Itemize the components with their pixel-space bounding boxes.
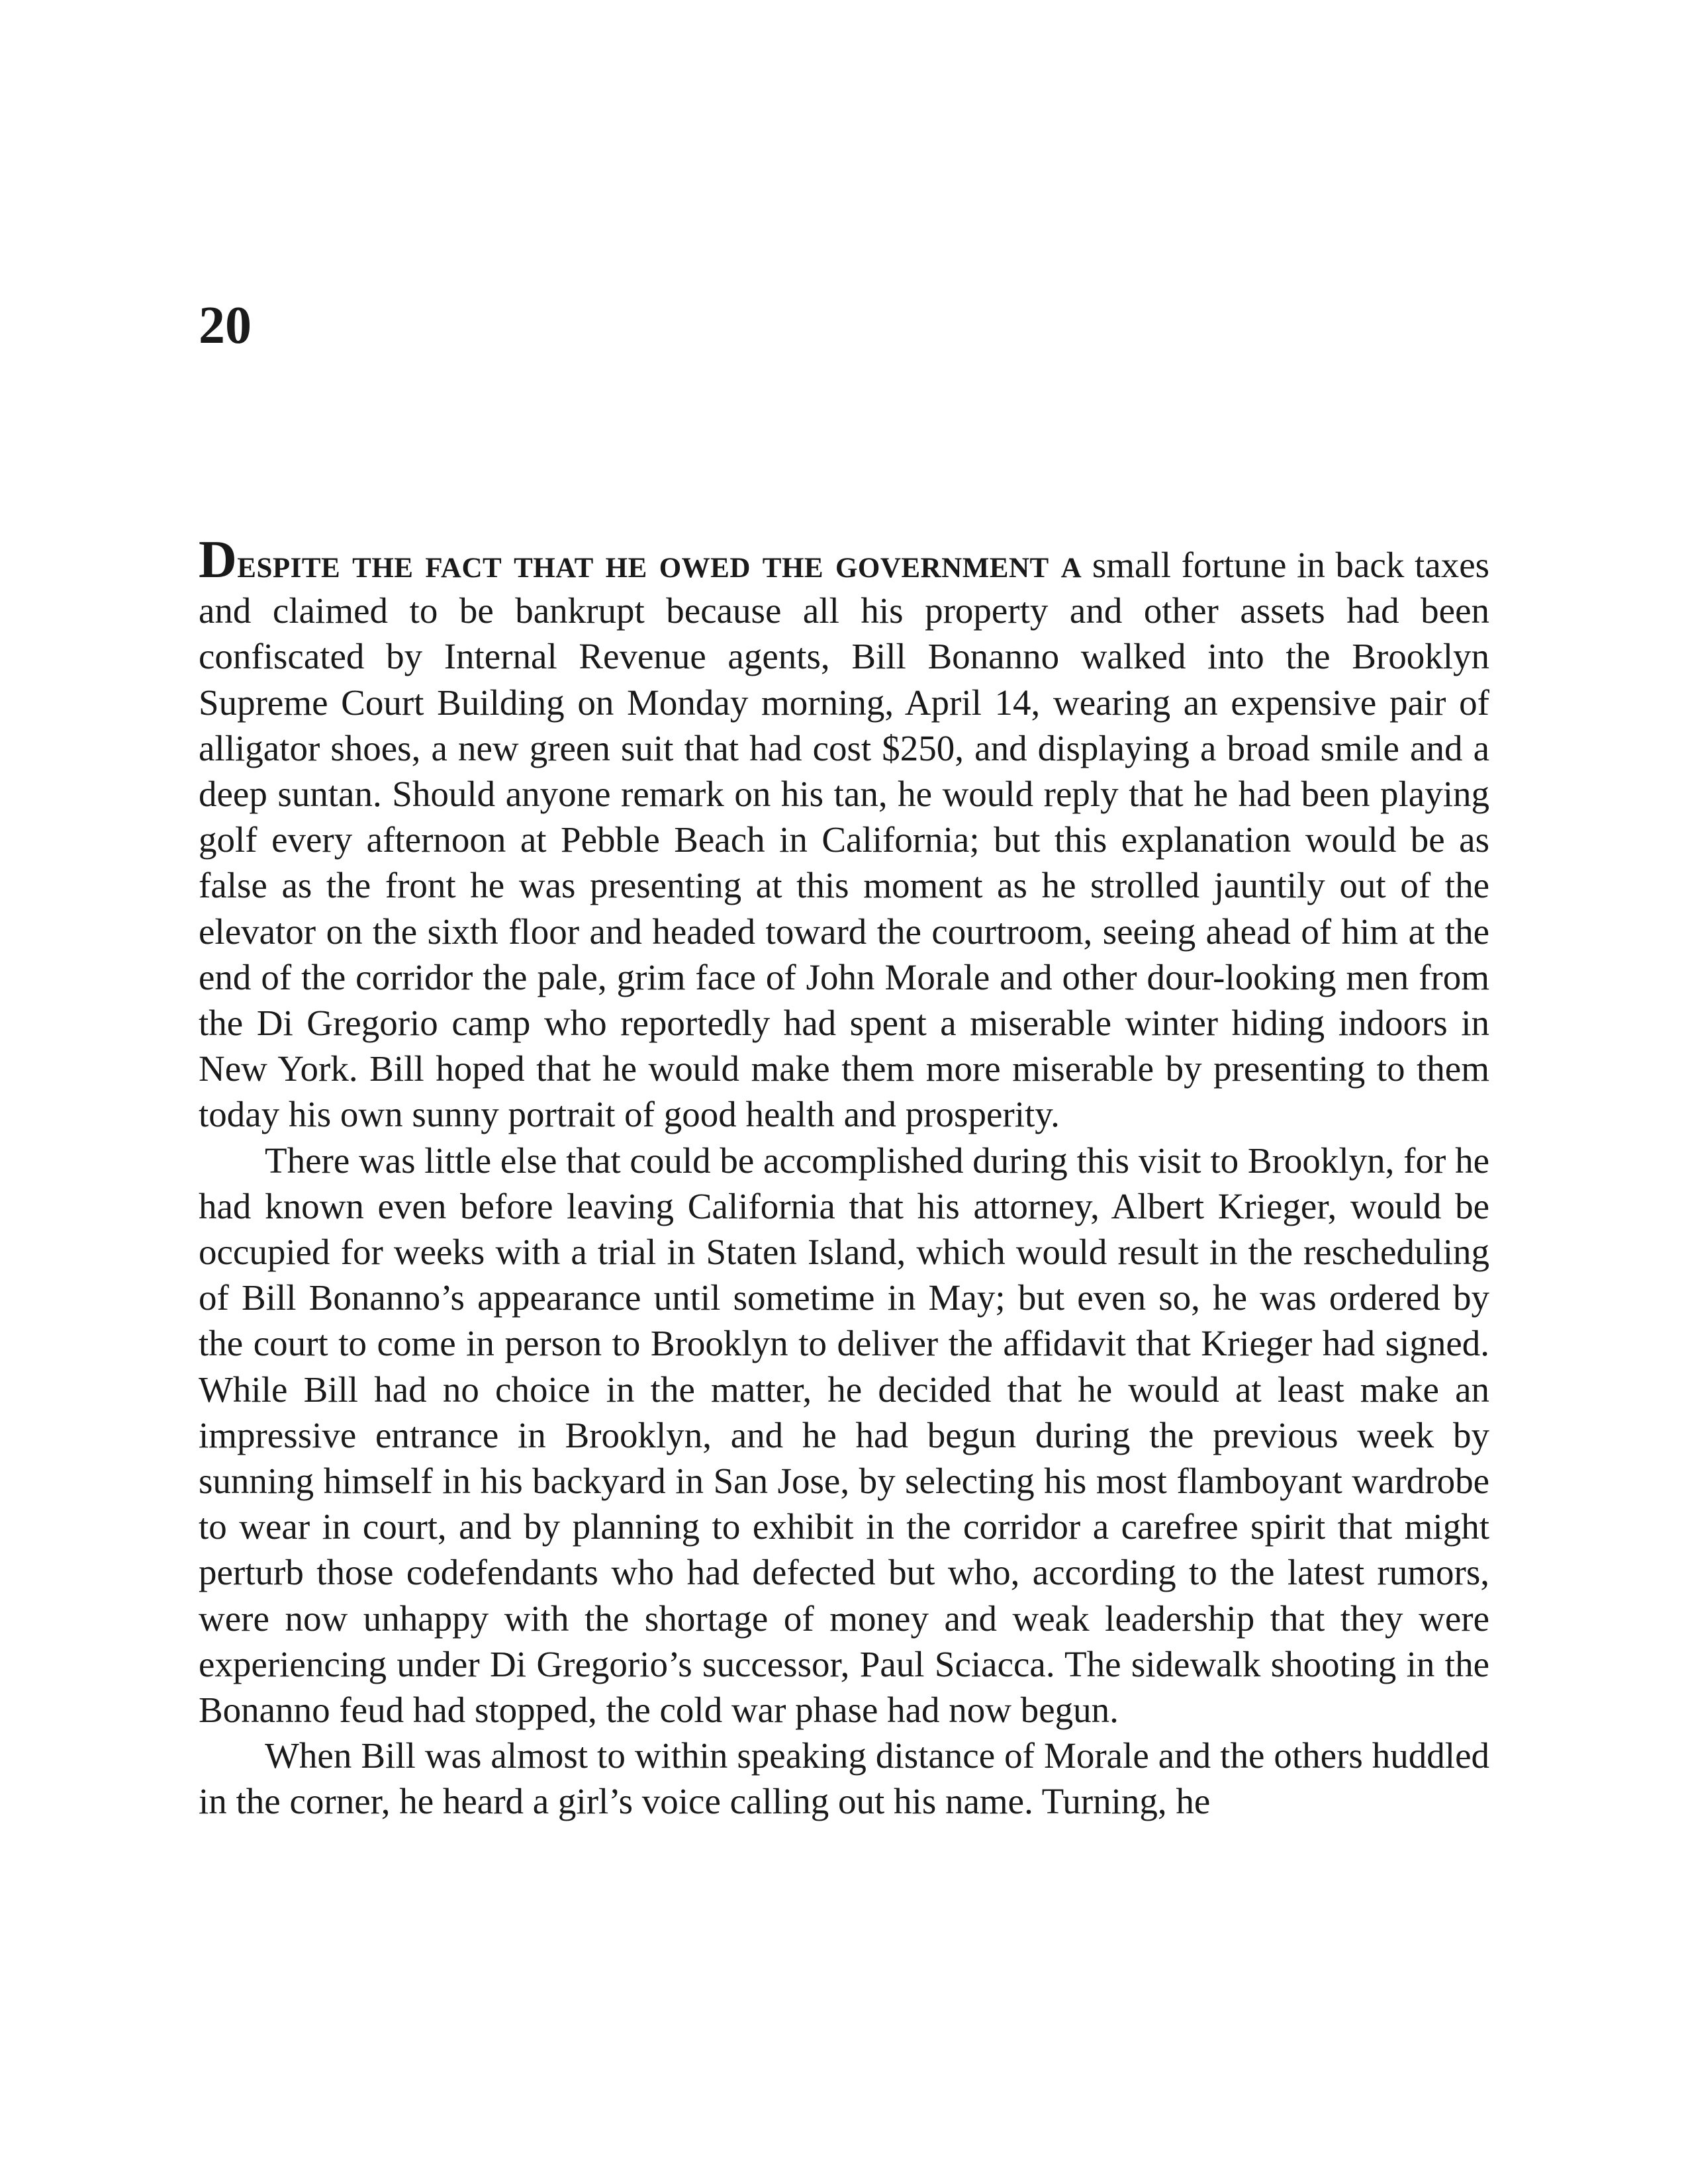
paragraph-1-text: small fortune in back taxes and claimed to be bankrupt because all his property and other assets had been confiscated by Internal Revenue agents, Bill Bonanno walked into the Brooklyn Supreme Court Building on Monday morning, April 14, wearing an expensive pair of alligator shoes, a new green suit that had cost $250, and displaying a broad smile and a deep suntan. Should anyone remark on his tan, he would reply that he had been playing golf every afternoon at Pebble Beach in California; but this explanation would be as false as the front he was presenting at this moment as he strolled jauntily out of the elevator on the sixth floor and headed toward the courtroom, seeing ahead of him at the end of the corridor the pale, grim face of John Morale and other dour-looking men from the Di Gregorio camp who reportedly had spent a miserable winter hiding indoors in New York. Bill hoped that he would make them more miserable by presenting to them today his own sunny portrait of good health and prosperity. [199,545,1490,1135]
lead-small-caps: espite the fact that he owed the government a [237,541,1082,586]
paragraph-3: When Bill was almost to within speaking distance of Morale and the others huddled in the corner, he heard a girl’s voice calling out his name. Turning, he [199,1735,1489,1822]
paragraph-1 [199,531,1490,1138]
chapter-number: 20 [199,296,252,355]
chapter-lead-in [199,531,1082,589]
paragraph-2: There was little else that could be accomplished during this visit to Brooklyn, for he had known even before leaving California that his attorney, Albert Krieger, would be occupied for weeks with a trial in Staten Island, which would result in the rescheduling of Bill Bonanno’s appearance until sometime in May; but even so, he was ordered by the court to come in person to Brooklyn to deliver the affidavit that Krieger had signed. While Bill had no choice in the matter, he decided that he would at least make an impressive entrance in Brooklyn, and he had begun during the previous week by sunning himself in his backyard in San Jose, by selecting his most flamboyant wardrobe to wear in court, and by planning to exhibit in the corridor a carefree spirit that might perturb those codefendants who had defected but who, according to the latest rumors, were now unhappy with the shortage of money and weak leadership that they were experiencing under Di Gregorio’s successor, Paul Sciacca. The sidewalk shooting in the Bonanno feud had stopped, the cold war phase had now begun. [199,1140,1489,1731]
chapter-body [199,531,1490,1825]
lead-initial: D [199,531,238,589]
